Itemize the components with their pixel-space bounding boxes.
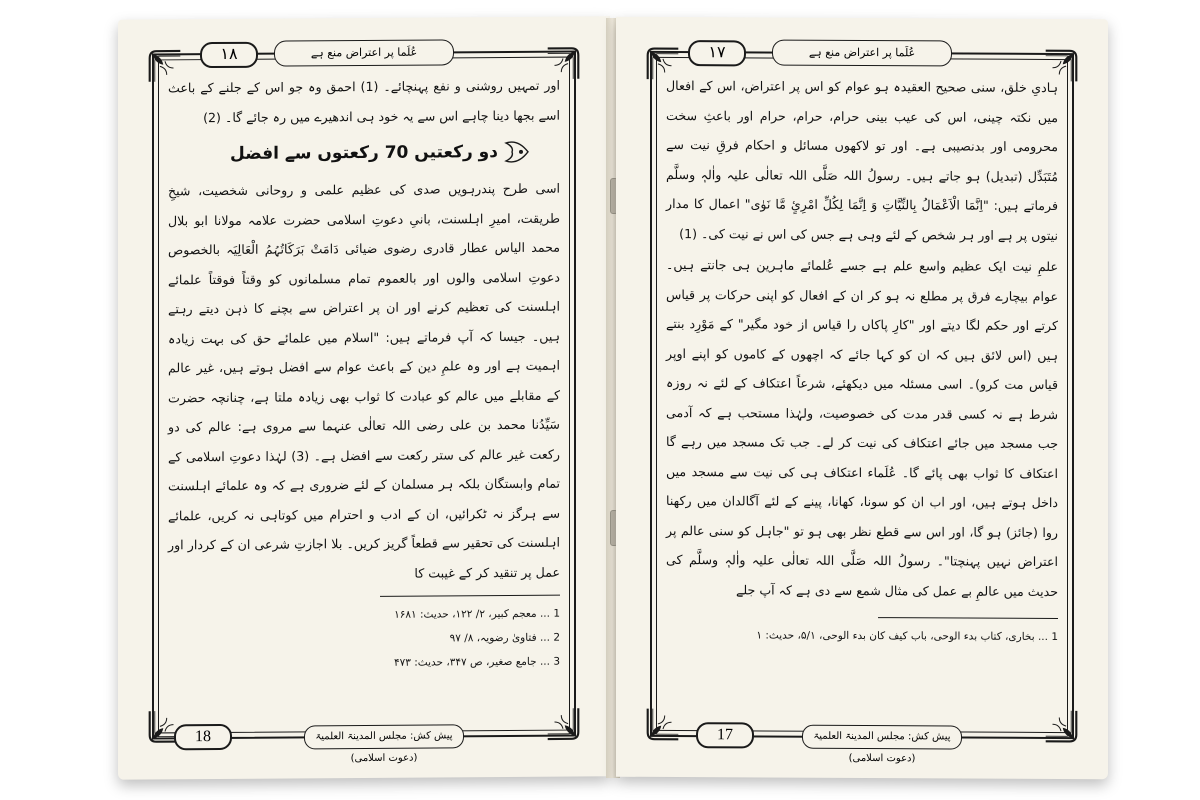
section-heading-wrap xyxy=(168,132,560,175)
section-heading-text: دو رکعتیں 70 رکعتوں سے افضل xyxy=(230,142,498,164)
left-page-content xyxy=(168,71,560,724)
footer-publisher: پیش کش: مجلس المدینۃ العلمیۃ (دعوت اسلامی) xyxy=(802,725,962,750)
header-page-number: ۱۷ xyxy=(688,40,746,66)
footer-page-number: 17 xyxy=(696,722,754,748)
heading-ornament-icon xyxy=(504,137,530,167)
right-page-content xyxy=(666,71,1058,723)
right-page-frame xyxy=(650,44,1074,765)
footnote-1: 1 ... معجم کبیر، ۲/ ۱۲۲، حدیث: ۱۶۸۱ xyxy=(394,607,560,621)
running-header: عُلَما پر اعتراض منع ہے xyxy=(772,40,952,67)
left-page-frame xyxy=(152,45,576,765)
left-page xyxy=(118,16,610,779)
section-heading xyxy=(196,132,532,174)
footnote-3: 3 ... جامع صغیر، ص ۳۴۷، حدیث: ۴۷۳ xyxy=(393,655,560,669)
body-paragraph: اسی طرح پندرہویں صدی کی عظیم علمی و روحانی شخصیت، شیخِ طریقت، امیرِ اہلسنت، بانیِ دعوتِ اسلامی حضرت علامہ مولانا ابو بلال محمد الیاس عطار قادری رضوی ضیائی دَامَتْ بَرَکَاتُہُمُ الْعَالِیَہ بالخصوص دعوتِ اسلامی والوں اور بالعموم تمام مسلمانوں کو وقتاً فوقتاً علمائے اہلسنت کی تعظیم کرنے اور ان پر اعتراض سے بچنے کا ذہن دیتے رہتے ہیں۔ جیسا کہ آپ فرماتے ہیں: "اسلام میں علمائے حق کی بہت زیادہ اہمیت ہے اور وہ علمِ دین کے باعث عوام سے افضل ہوتے ہیں، غیر عالم کے مقابلے میں عالم کو عبادت کا ثواب بھی زیادہ ملتا ہے، چنانچہ حضرت سَیِّدُنا محمد بن علی رضی اللہ تعالٰی عنہما سے مروی ہے: عالم کی دو رکعت غیر عالم کی ستر رکعت سے افضل ہے۔ (3) لہٰذا دعوتِ اسلامی کے تمام وابستگان بلکہ ہر مسلمان کے لئے ضروری ہے کہ وہ علمائے اہلسنت سے ہرگز نہ ٹکرائیں، ان کے ادب و احترام میں کوتاہی نہ کریں، علمائے اہلسنت کی تحقیر سے قطعاً گریز کریں۔ بلا اجازتِ شرعی ان کے کردار اور عمل پر تنقید کر کے غیبت کا xyxy=(168,180,561,581)
open-book xyxy=(118,18,1108,788)
top-paragraph: اور تمہیں روشنی و نفع پہنچائے۔ (1) احمق وہ جو اس کے جلنے کے باعث اسے بجھا دینا چاہے اس سے یہ خود ہی اندھیرے میں رہ جائے گا۔ (2) xyxy=(168,77,560,125)
footnote-1: 1 ... بخاری، کتاب بدء الوحی، باب کیف کان بدء الوحی، ۵/۱، حدیث: ۱ xyxy=(756,629,1058,644)
footnote-rule xyxy=(878,617,1058,619)
footer-page-number: 18 xyxy=(174,724,232,750)
footnote-rule xyxy=(380,595,560,597)
running-header: عُلَما پر اعتراض منع ہے xyxy=(274,39,454,66)
footer-publisher: پیش کش: مجلس المدینۃ العلمیۃ (دعوت اسلامی) xyxy=(304,724,464,749)
right-page xyxy=(616,17,1108,780)
body-paragraph-2: علمِ نیت ایک عظیم واسع علم ہے جسے عُلمائے ماہرین ہی جانتے ہیں۔ عوام بیچارے فرق پر مطلع نہ ہو کر ان کے افعال کو اپنی حرکات پر قیاس کرتے اور حکم لگا دیتے اور "کارِ پاکاں را قیاس از خود مگیر" کے مَوْرِد بنتے ہیں (اس لائق ہیں کہ ان کو کہا جائے کہ اچھوں کے کاموں کو اپنے اوپر قیاس مت کرو)۔ اسی مسئلہ میں دیکھئے، شرعاً اعتکاف کے لئے نہ روزہ شرط ہے نہ کسی قدر مدت کی خصوصیت، ولہٰذا مستحب ہے کہ آدمی جب مسجد میں جائے اعتکاف کی نیت کر لے۔ جب تک مسجد میں رہے گا اعتکاف کا ثواب بھی پائے گا۔ عُلَماء اعتکاف ہی کی نیت سے مسجد میں داخل ہوتے ہیں، اور اب ان کو سونا، کھانا، پینے کے لئے آگالدان میں رکھنا روا (جائز) ہو گا، اور اس سے قطع نظر بھی ہو تو "جاہل کو سنی عالم پر اعتراض نہیں پہنچتا"۔ رسولُ اللہ صَلَّی اللہ تعالٰی علیہ واٰلہٖ وسلَّم کی حدیث میں عالمِ بے عمل کی مثال شمع سے دی ہے کہ آپ جلے xyxy=(666,256,1058,599)
header-page-number: ۱۸ xyxy=(200,42,258,68)
footnote-2: 2 ... فتاویٰ رضویہ، ۸/ ۹۷ xyxy=(449,631,560,645)
body-paragraph-1: ہادیِ خلق، سنی صحیح العقیدہ ہو عوام کو اس پر اعتراض، اس کے افعال میں نکتہ چینی، اس کی عیب بینی حرام، حرام، حرام اور باعثِ سخت محرومی اور بدنصیبی ہے۔ اور تو لاکھوں مسائل و احکام فرقِ نیت سے مُتَبَدِّل (تبدیل) ہو جاتے ہیں۔ رسولُ اللہ صَلَّی اللہ تعالٰی علیہ واٰلہٖ وسلَّم فرماتے ہیں: "اِنَّمَا الْاَعْمَالُ بِالنِّیَّاتِ وَ اِنَّمَا لِکُلِّ امْرِئٍ مَّا نَوٰی" اعمال کا مدار نیتوں پر ہے اور ہر شخص کے لئے وہی ہے جس کی اس نے نیت کی۔ (1) xyxy=(666,77,1058,243)
